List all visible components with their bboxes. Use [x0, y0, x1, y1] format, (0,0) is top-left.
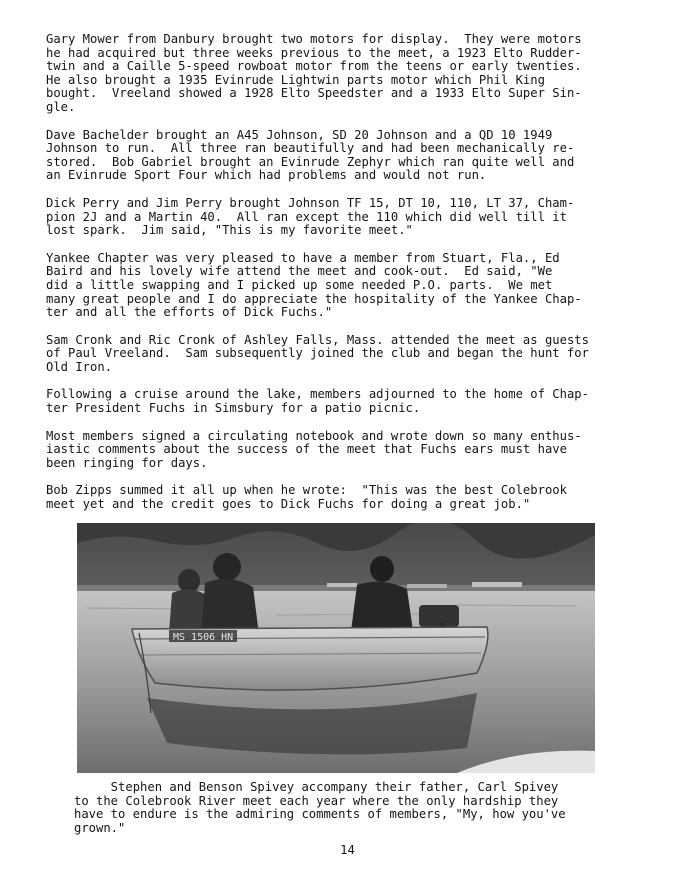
paragraph-notebook: Most members signed a circulating notebook and wrote down so many enthus- iastic comments about the success of the meet that Fuchs ears must have been ringing for days. — [46, 428, 582, 470]
paragraph-cronk-guests: Sam Cronk and Ric Cronk of Ashley Falls, Mass. attended the meet as guests of Paul Vreeland. Sam subsequently joined the club and began the hunt for Old Iron. — [46, 332, 589, 374]
article-body — [46, 33, 646, 526]
photo-caption: Stephen and Benson Spivey accompany their father, Carl Spivey to the Colebrook River meet each year where the only hardship they have to endure is the admiring comments of members, "My, how you've grown." — [74, 780, 566, 835]
boat-registration-number: MS 1506 HN — [173, 632, 234, 643]
paragraph-johnson-motors: Dave Bachelder brought an A45 Johnson, SD 20 Johnson and a QD 10 1949 Johnson to run. All three ran beautifully and had been mechanically re- stored. Bob Gabriel brought an Evinrude Zephyr which ran quite well and an Evinrude Sport Four which had problems and would not run. — [46, 127, 575, 183]
paragraph-lake-cruise: Following a cruise around the lake, members adjourned to the home of Chap- ter President Fuchs in Simsbury for a patio picnic. — [46, 387, 589, 416]
page-number: 14 — [340, 843, 355, 857]
paragraph-yankee-chapter: Yankee Chapter was very pleased to have a member from Stuart, Fla., Ed Baird and his lovely wife attend the meet and cook-out. Ed said, "We did a little swapping and I picked up some needed P.O. parts. We met many great people and I do appreciate the hospitality of the Yankee Chap- ter and all the efforts of Dick Fuchs." — [46, 250, 582, 320]
paragraph-zipps-quote: Bob Zipps summed it all up when he wrote: "This was the best Colebrook meet yet and the credit goes to Dick Fuchs for doing a great job." — [46, 483, 567, 512]
paragraph-perry-motors: Dick Perry and Jim Perry brought Johnson TF 15, DT 10, 110, LT 37, Cham- pion 2J and a Martin 40. All ran except the 110 which did well till it lost spark. Jim said, "This is my favorite meet." — [46, 195, 575, 238]
boat-photograph — [77, 523, 595, 773]
photograph-of-three-people-in-motorboat — [77, 523, 595, 773]
paragraph-motors-display: Gary Mower from Danbury brought two motors for display. They were motors he had acquired but three weeks previous to the meet, a 1923 Elto Rudder- twin and a Caille 5-speed rowboat motor from the teens or early twenties. He also brought a 1935 Evinrude Lightwin parts motor which Phil King bought. Vreeland showed a 1928 Elto Speedster and a 1933 Elto Super Sin- gle. — [46, 32, 582, 114]
